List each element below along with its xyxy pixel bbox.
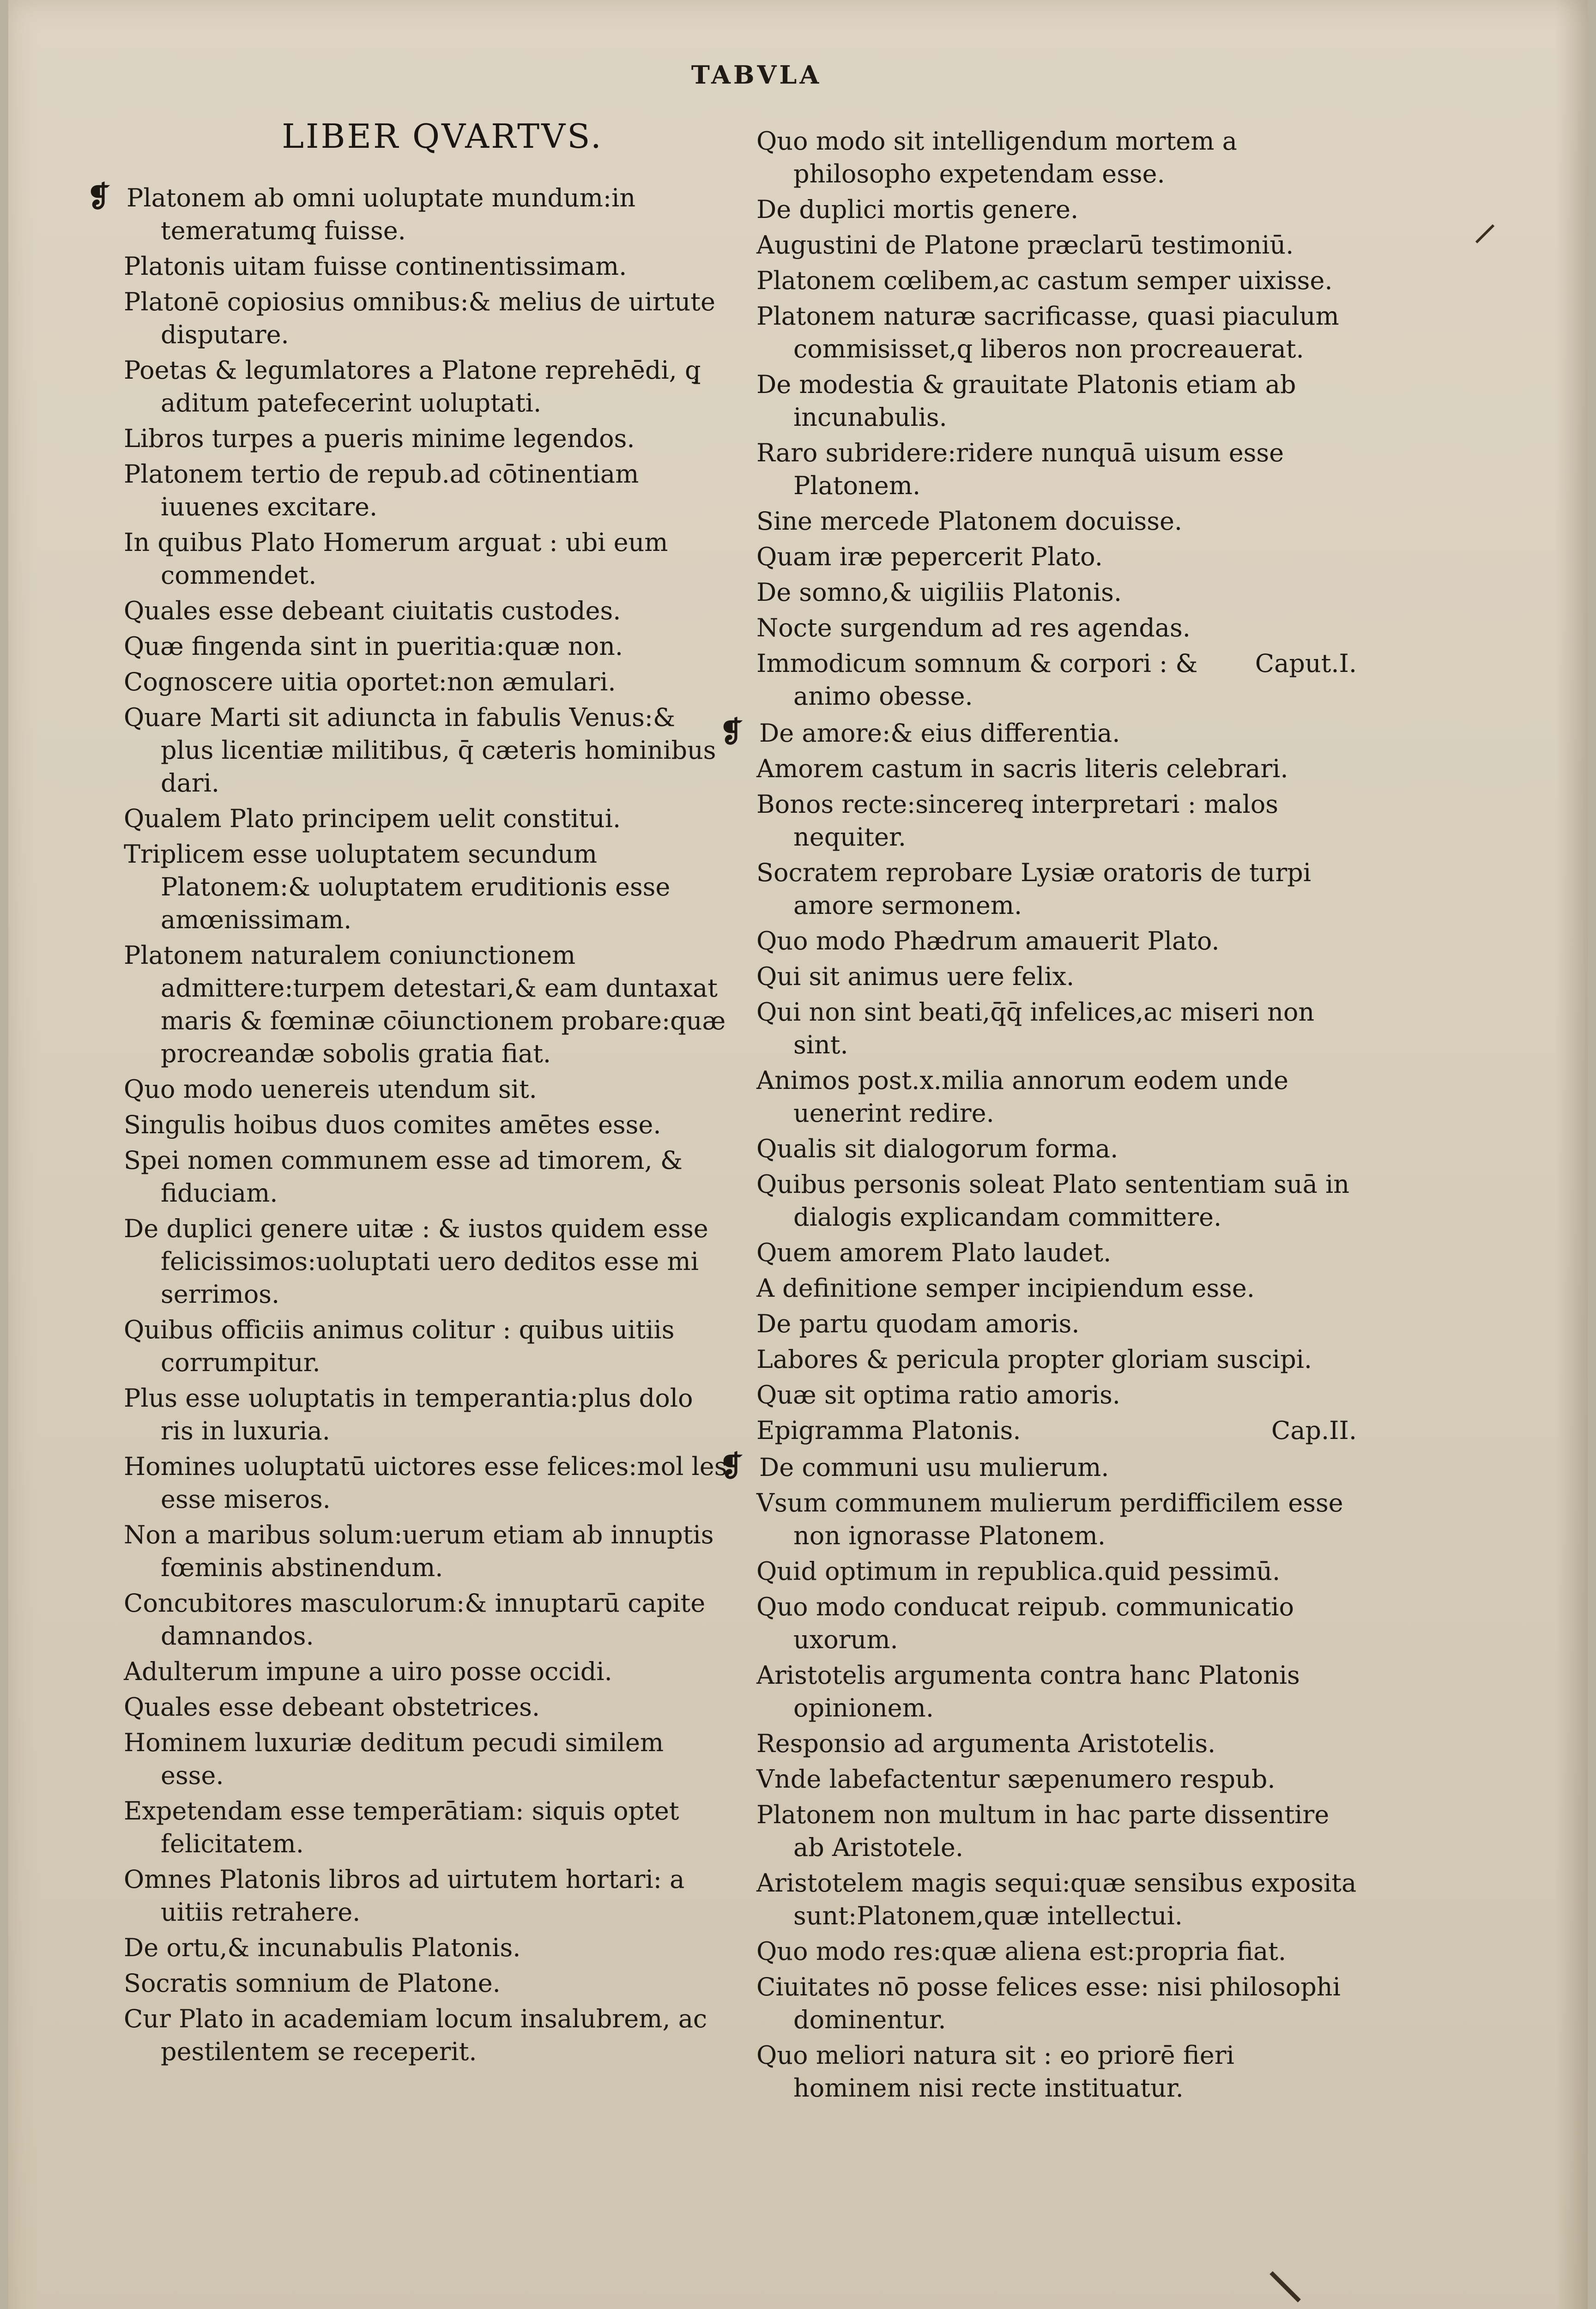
index-entry	[124, 802, 733, 835]
index-entry	[756, 229, 1357, 261]
index-entry	[756, 752, 1357, 785]
index-entry	[756, 1555, 1357, 1588]
entry-text: Bonos recte:sincereq̧ interpretari : malos nequiter.	[756, 790, 1278, 852]
index-entry	[124, 354, 733, 419]
index-entry	[124, 1518, 733, 1584]
index-entry	[756, 1132, 1357, 1165]
entry-text: Vnde labefactentur sæpenumero respub.	[756, 1765, 1276, 1794]
index-entry	[124, 701, 733, 799]
index-entry	[756, 788, 1357, 853]
entry-text: Omnes Platonis libros ad uirtutem hortari: a uitiis retrahere.	[124, 1865, 685, 1927]
entry-text: Quid optimum in republica.quid pessimū.	[756, 1557, 1281, 1586]
entry-text: Hominem luxuriæ deditum pecudi similem esse.	[124, 1728, 664, 1790]
entry-text: Immodicum somnum & corpori : & animo obesse.	[756, 649, 1198, 711]
entry-text: Non a maribus solum:uerum etiam ab innuptis fœminis abstinendum.	[124, 1520, 714, 1582]
entry-text: Platonis uitam fuisse continentissimam.	[124, 252, 627, 281]
entry-text: Socratem reprobare Lysiæ oratoris de turpi amore sermonem.	[756, 858, 1311, 920]
chapter-marker: Caput.I.	[1255, 649, 1357, 678]
index-entry	[756, 1343, 1357, 1376]
entry-text: Qui non sint beati,q̄q̄ infelices,ac miseri non sint.	[756, 997, 1315, 1059]
entry-text: Quem amorem Plato laudet.	[756, 1238, 1112, 1267]
page-fold-shadow	[1555, 0, 1588, 2309]
entry-text: Raro subridere:ridere nunquā uisum esse Platonem.	[756, 438, 1284, 500]
index-entry	[756, 1064, 1357, 1130]
entry-text: Nocte surgendum ad res agendas.	[756, 613, 1191, 642]
entry-text: Platonem naturalem coniunctionem admittere:turpem detestari,& eam duntaxat maris & fœminæ cōiunctionem probare:quæ procreandæ sobolis gratia fiat.	[124, 941, 726, 1068]
entry-text: Quales esse debeant obstetrices.	[124, 1692, 540, 1722]
index-entry	[124, 1313, 733, 1379]
index-entry	[124, 1587, 733, 1652]
index-entry	[756, 576, 1357, 609]
entry-text: Quo modo Phædrum amauerit Plato.	[756, 926, 1220, 955]
entry-text: Quo modo uenereis utendum sit.	[124, 1075, 537, 1104]
entry-text: Concubitores masculorum:& innuptarū capite damnandos.	[124, 1589, 706, 1650]
entry-text: De amore:& eius differentia.	[759, 719, 1120, 748]
entry-text: Quæ fingenda sint in pueritia:quæ non.	[124, 632, 623, 661]
index-entry	[124, 1655, 733, 1688]
index-entry	[124, 665, 733, 698]
index-entry	[756, 1307, 1357, 1340]
entry-text: Platonem cœlibem,ac castum semper uixisse.	[756, 266, 1333, 295]
index-entry	[756, 505, 1357, 538]
entry-text: Augustini de Platone præclarū testimoniū.	[756, 230, 1294, 260]
index-entry	[124, 1726, 733, 1792]
index-entry	[124, 1795, 733, 1860]
entry-text: Libros turpes a pueris minime legendos.	[124, 424, 635, 453]
entry-text: De ortu,& incunabulis Platonis.	[124, 1933, 521, 1962]
entry-text: Qui sit animus uere felix.	[756, 962, 1075, 991]
entry-text: Quo modo res:quæ aliena est:propria fiat.	[756, 1937, 1286, 1966]
entry-text: De duplici genere uitæ : & iustos quidem esse felicissimos:uoluptati uero deditos esse mi serrimos.	[124, 1214, 708, 1309]
chapter-marker: Cap.II.	[1271, 1416, 1357, 1445]
index-entry	[756, 2039, 1357, 2104]
entry-text: Singulis hoibus duos comites amētes esse.	[124, 1110, 661, 1139]
index-entry	[124, 1931, 733, 1964]
entry-text: De duplici mortis genere.	[756, 195, 1079, 224]
index-entry	[124, 1967, 733, 2000]
index-entry: ❡ Platonem ab omni uoluptate mundum:in temeratumq̧ fuisse.	[87, 180, 636, 245]
entry-text: Homines uoluptatū uictores esse felices:mol les esse miseros.	[124, 1452, 727, 1514]
book-page	[8, 0, 1588, 2309]
index-entry	[756, 1727, 1357, 1760]
entry-text: Plus esse uoluptatis in temperantia:plus dolo ris in luxuria.	[124, 1384, 693, 1445]
index-entry	[124, 1212, 733, 1311]
index-entry	[124, 1144, 733, 1209]
index-entry	[124, 838, 733, 936]
entry-text: De modestia & grauitate Platonis etiam ab incunabulis.	[756, 370, 1296, 432]
index-entry	[756, 856, 1357, 922]
index-entry: ❡ De communi usu mulierum.	[719, 1449, 1109, 1483]
index-entry	[756, 1487, 1357, 1552]
entry-text: Cognoscere uitia oportet:non æmulari.	[124, 667, 616, 696]
book-title: LIBER QVARTVS.	[282, 117, 603, 156]
entry-text: Animos post.x.milia annorum eodem unde uenerint redire.	[756, 1066, 1288, 1128]
index-entry	[756, 1590, 1357, 1656]
index-entry	[124, 939, 733, 1070]
index-entry	[756, 1867, 1357, 1932]
entry-text: Quibus officiis animus colitur : quibus uitiis corrumpitur.	[124, 1315, 675, 1377]
index-entry	[756, 436, 1357, 502]
index-entry	[756, 1378, 1357, 1411]
index-entry	[124, 1450, 733, 1516]
entry-text: De communi usu mulierum.	[759, 1453, 1109, 1482]
entry-text: Sine mercede Platonem docuisse.	[756, 507, 1183, 536]
entry-text: Platonem ab omni uoluptate mundum:in temeratumq̧ fuisse.	[127, 183, 636, 245]
left-column	[87, 117, 733, 2071]
margin-flourish-top: ⸝	[1472, 192, 1498, 251]
entry-text: Epigramma Platonis.	[756, 1416, 1021, 1445]
entry-text: Responsio ad argumenta Aristotelis.	[756, 1729, 1216, 1758]
entry-text: Quibus personis soleat Plato sententiam suā in dialogis explicandam committere.	[756, 1170, 1350, 1232]
index-entry	[756, 960, 1357, 993]
entry-text: Expetendam esse temperātiam: siquis optet felicitatem.	[124, 1796, 679, 1858]
index-entry	[124, 526, 733, 592]
entry-text: Quam iræ pepercerit Plato.	[756, 542, 1103, 571]
index-entry	[124, 1691, 733, 1723]
entry-text: De partu quodam amoris.	[756, 1309, 1080, 1338]
index-entry	[756, 125, 1357, 190]
entry-text: In quibus Plato Homerum arguat : ubi eum commendet.	[124, 528, 668, 590]
index-entry	[756, 925, 1357, 957]
entry-text: Triplicem esse uoluptatem secundum Platonem:& uoluptatem eruditionis esse amœnissimam.	[124, 840, 671, 934]
index-entry	[756, 540, 1357, 573]
entry-text: Aristotelem magis sequi:quæ sensibus exposita sunt:Platonem,quæ intellectui.	[756, 1868, 1357, 1930]
entry-text: Labores & pericula propter gloriam suscipi.	[756, 1345, 1312, 1374]
entry-text: Ciuitates nō posse felices esse: nisi philosophi dominentur.	[756, 1972, 1341, 2034]
entry-text: A definitione semper incipiendum esse.	[756, 1274, 1255, 1303]
entry-text: Quo modo conducat reipub. communicatio uxorum.	[756, 1592, 1294, 1654]
entry-text: Platonem tertio de repub.ad cōtinentiam iuuenes excitare.	[124, 459, 639, 521]
entry-text: Qualem Plato principem uelit constitui.	[124, 804, 621, 833]
index-entry	[124, 1382, 733, 1447]
entry-text: Cur Plato in academiam locum insalubrem, ac pestilentem se receperit.	[124, 2004, 707, 2066]
entry-text: Platonem naturæ sacrificasse, quasi piaculum commisisset,q̧ liberos non procreauerat.	[756, 302, 1339, 363]
index-entry	[756, 1168, 1357, 1233]
index-entry	[756, 1798, 1357, 1864]
index-entry	[124, 630, 733, 663]
index-entry	[756, 1971, 1357, 2036]
index-entry	[124, 422, 733, 455]
index-entry	[756, 1272, 1357, 1305]
entry-text: Qualis sit dialogorum forma.	[756, 1134, 1118, 1163]
index-entry	[124, 594, 733, 627]
entry-text: Adulterum impune a uiro posse occidi.	[124, 1657, 612, 1686]
entry-text: Spei nomen communem esse ad timorem, & fiduciam.	[124, 1146, 683, 1208]
entry-text: Quare Marti sit adiuncta in fabulis Venus:& plus licentiæ militibus, q̄ cæteris hominibus dari.	[124, 703, 716, 798]
entry-text: Platonem non multum in hac parte dissentire ab Aristotele.	[756, 1800, 1330, 1862]
index-entry	[756, 611, 1357, 644]
entry-text: Quæ sit optima ratio amoris.	[756, 1380, 1120, 1409]
index-entry	[124, 2002, 733, 2068]
entry-text: Socratis somnium de Platone.	[124, 1969, 501, 1998]
index-entry	[756, 1236, 1357, 1269]
index-entry	[124, 250, 733, 283]
running-head: TABVLA	[691, 60, 822, 90]
index-entry	[124, 458, 733, 523]
index-entry	[124, 1863, 733, 1928]
entry-text: Quales esse debeant ciuitatis custodes.	[124, 596, 621, 625]
entry-text: Amorem castum in sacris literis celebrari.	[756, 754, 1288, 783]
right-column	[719, 125, 1357, 2107]
entry-text: Aristotelis argumenta contra hanc Platonis opinionem.	[756, 1661, 1300, 1723]
index-entry	[756, 1763, 1357, 1795]
index-entry: ❡ De amore:& eius differentia.	[719, 715, 1120, 749]
index-entry	[124, 285, 733, 351]
entry-text: Platonē copiosius omnibus:& melius de uirtute disputare.	[124, 287, 715, 349]
index-entry	[756, 996, 1357, 1061]
index-entry	[756, 193, 1357, 226]
index-entry	[124, 1108, 733, 1141]
margin-flourish-bottom: ⸜	[1264, 2219, 1306, 2309]
index-entry	[756, 1935, 1357, 1968]
entry-text: Vsum communem mulierum perdifficilem esse non ignorasse Platonem.	[756, 1488, 1343, 1550]
index-entry	[756, 368, 1357, 434]
index-entry	[756, 1414, 1357, 1447]
entry-text: Quo modo sit intelligendum mortem a philosopho expetendam esse.	[756, 127, 1237, 188]
entry-text: De somno,& uigiliis Platonis.	[756, 578, 1122, 607]
index-entry	[756, 264, 1357, 297]
index-entry	[756, 300, 1357, 365]
entry-text: Quo meliori natura sit : eo priorē fieri hominem nisi recte instituatur.	[756, 2041, 1234, 2103]
index-entry	[756, 1659, 1357, 1724]
index-entry	[756, 647, 1357, 713]
index-entry	[124, 1073, 733, 1106]
entry-text: Poetas & legumlatores a Platone reprehēdi, q̧ aditum patefecerint uoluptati.	[124, 356, 701, 417]
